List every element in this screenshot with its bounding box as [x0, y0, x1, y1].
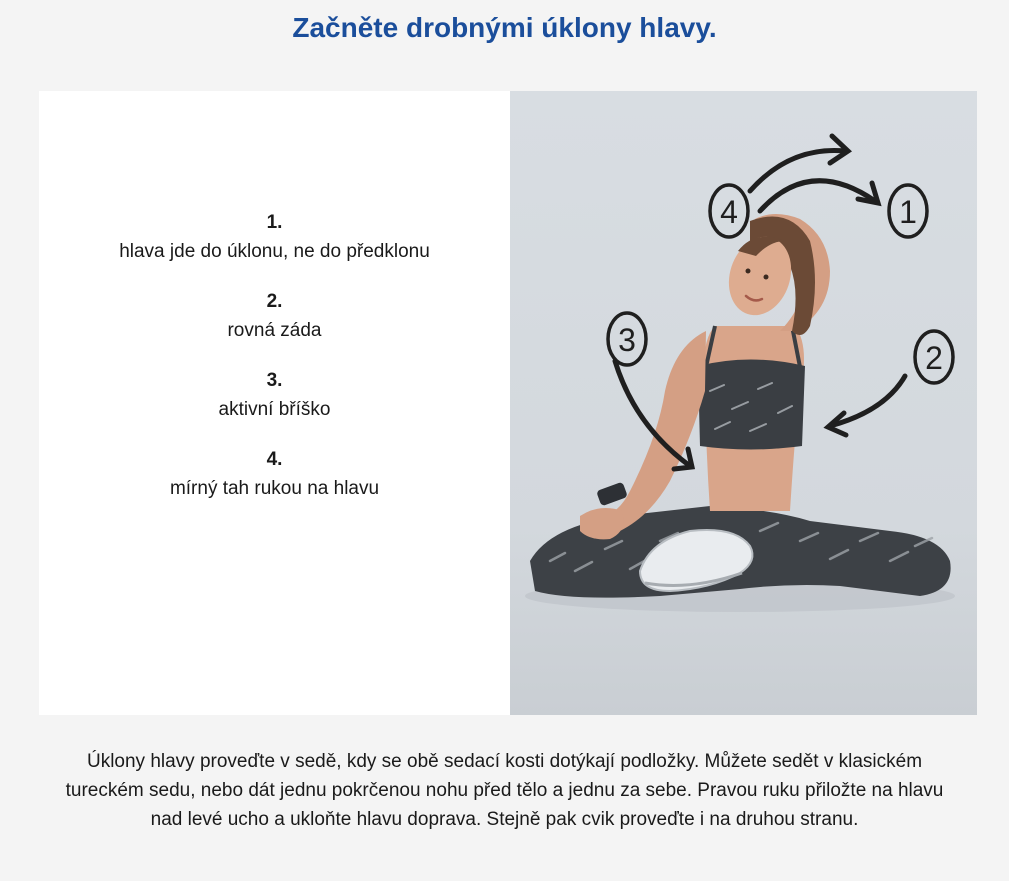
- page-title: Začněte drobnými úklony hlavy.: [292, 12, 717, 43]
- exercise-description: Úklony hlavy proveďte v sedě, kdy se obě sedací kosti dotýkají podložky. Můžete sedět v klasickém tureckém sedu, nebo dát jednu pokrčenou nohu před tělo a jednu za sebe. Pravou ruku přiložte na hlavu nad levé ucho a ukloňte hlavu doprava. Stejně pak cvik proveďte i na druhou stranu.: [65, 751, 944, 830]
- exercise-illustration: [510, 91, 977, 715]
- step-item: [39, 287, 510, 345]
- marker-3-label: 3: [618, 322, 636, 358]
- sports-bra: [698, 360, 805, 450]
- step-item: [39, 445, 510, 503]
- marker-2-label: 2: [925, 340, 943, 376]
- step-item: [39, 208, 510, 266]
- marker-1-label: 1: [899, 194, 917, 230]
- step-text: aktivní bříško: [218, 399, 331, 420]
- steps-list: [39, 208, 510, 524]
- step-text: hlava jde do úklonu, ne do předklonu: [119, 241, 430, 262]
- step-number: 1.: [266, 212, 283, 233]
- exercise-photo: [510, 91, 977, 715]
- steps-panel: [39, 91, 510, 715]
- step-item: [39, 366, 510, 424]
- marker-3: [608, 313, 646, 365]
- marker-4: [710, 185, 748, 237]
- left-hand: [580, 508, 624, 539]
- step-text: rovná záda: [227, 320, 322, 341]
- step-number: 4.: [266, 449, 283, 470]
- arrow-4-to-1: [760, 181, 875, 211]
- marker-2: [915, 331, 953, 383]
- step-number: 3.: [266, 370, 283, 391]
- marker-4-label: 4: [720, 194, 738, 230]
- marker-1: [889, 185, 927, 237]
- step-number: 2.: [266, 291, 283, 312]
- exercise-card: [39, 91, 977, 715]
- step-text: mírný tah rukou na hlavu: [169, 478, 380, 499]
